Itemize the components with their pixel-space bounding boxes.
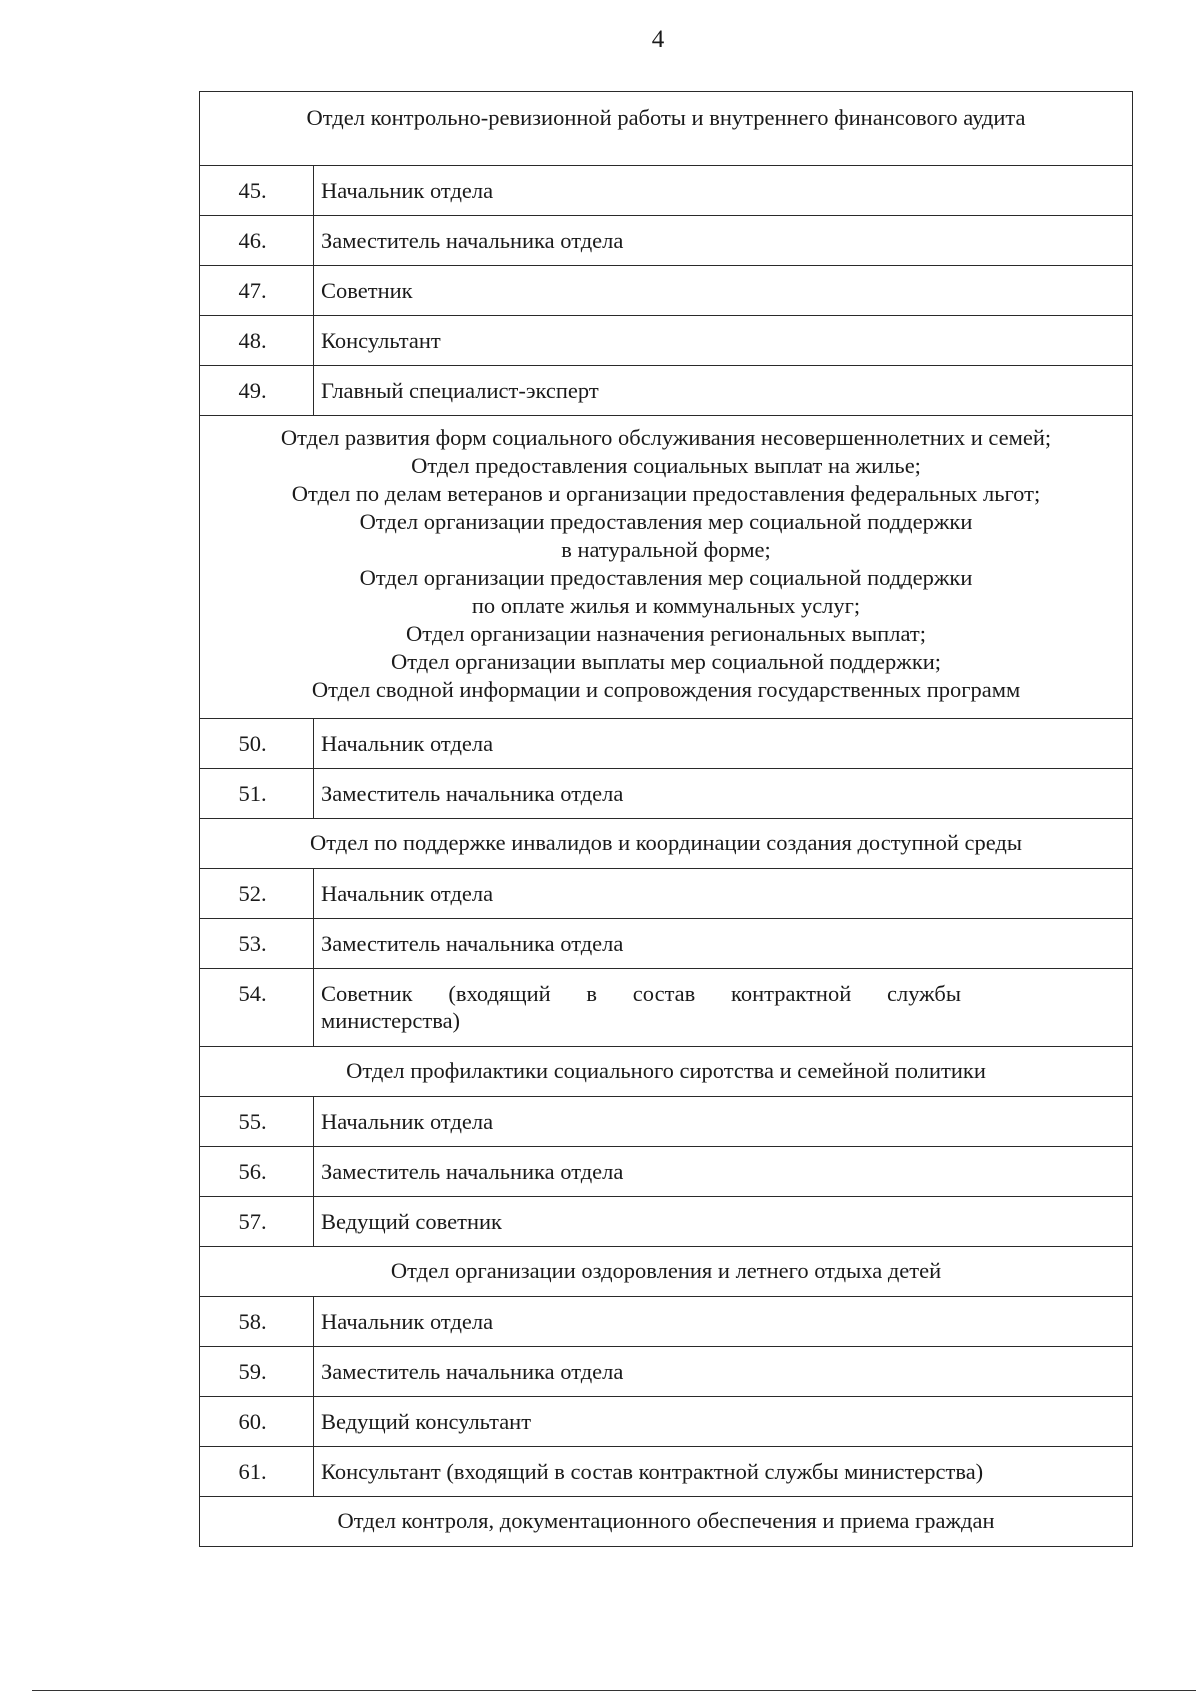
table-row xyxy=(200,1347,1133,1397)
position-title: Консультант (входящий в состав контрактной службы министерства) xyxy=(314,1447,1133,1497)
section-line: Отдел сводной информации и сопровождения государственных программ xyxy=(311,677,1021,702)
position-number: 61. xyxy=(200,1447,314,1497)
position-title: Начальник отдела xyxy=(314,1097,1133,1147)
position-number: 49. xyxy=(200,366,314,416)
section-line: Отдел организации предоставления мер социальной поддержки xyxy=(359,565,973,590)
section-line: Отдел организации оздоровления и летнего отдыха детей xyxy=(390,1258,942,1283)
section-row xyxy=(200,1247,1133,1297)
position-number: 50. xyxy=(200,719,314,769)
position-title: Заместитель начальника отдела xyxy=(314,1147,1133,1197)
position-title: Заместитель начальника отдела xyxy=(314,769,1133,819)
section-line: Отдел развития форм социального обслуживания несовершеннолетних и семей; xyxy=(280,425,1052,450)
position-title: Заместитель начальника отдела xyxy=(314,919,1133,969)
position-number: 51. xyxy=(200,769,314,819)
table-row xyxy=(200,366,1133,416)
position-title: Начальник отдела xyxy=(314,869,1133,919)
section-row xyxy=(200,1497,1133,1547)
section-line: в натуральной форме; xyxy=(561,537,771,562)
position-number: 60. xyxy=(200,1397,314,1447)
position-number: 57. xyxy=(200,1197,314,1247)
position-number: 59. xyxy=(200,1347,314,1397)
table-row xyxy=(200,266,1133,316)
position-title: Ведущий консультант xyxy=(314,1397,1133,1447)
position-number: 52. xyxy=(200,869,314,919)
section-title xyxy=(200,92,1133,166)
table-row xyxy=(200,1147,1133,1197)
positions-table xyxy=(199,91,1133,1547)
position-title xyxy=(314,969,1133,1047)
table-row xyxy=(200,919,1133,969)
table-row xyxy=(200,1297,1133,1347)
section-line: Отдел контроля, документационного обеспечения и приема граждан xyxy=(337,1508,995,1533)
section-line: Отдел организации назначения региональных выплат; xyxy=(406,621,926,646)
position-title: Главный специалист-эксперт xyxy=(314,366,1133,416)
section-title xyxy=(200,1247,1133,1297)
position-number: 46. xyxy=(200,216,314,266)
position-title: Консультант xyxy=(314,316,1133,366)
position-number: 55. xyxy=(200,1097,314,1147)
position-title: Заместитель начальника отдела xyxy=(314,1347,1133,1397)
section-title xyxy=(200,1497,1133,1547)
section-line: Отдел организации предоставления мер социальной поддержки xyxy=(359,509,973,534)
section-line: Отдел предоставления социальных выплат на жилье; xyxy=(411,453,921,478)
position-number: 45. xyxy=(200,166,314,216)
position-title: Начальник отдела xyxy=(314,719,1133,769)
section-title xyxy=(200,819,1133,869)
table-row xyxy=(200,969,1133,1047)
position-number: 56. xyxy=(200,1147,314,1197)
table-row xyxy=(200,166,1133,216)
section-row xyxy=(200,416,1133,719)
section-title xyxy=(200,416,1133,719)
table-row xyxy=(200,1197,1133,1247)
position-number: 54. xyxy=(200,969,314,1047)
footer-divider xyxy=(32,1690,1196,1691)
section-line: Отдел профилактики социального сиротства и семейной политики xyxy=(346,1058,986,1083)
position-title: Советник xyxy=(314,266,1133,316)
position-number: 58. xyxy=(200,1297,314,1347)
position-number: 47. xyxy=(200,266,314,316)
table-row xyxy=(200,1097,1133,1147)
position-number: 53. xyxy=(200,919,314,969)
position-title: Заместитель начальника отдела xyxy=(314,216,1133,266)
section-title xyxy=(200,1047,1133,1097)
table-row xyxy=(200,1447,1133,1497)
section-line: Отдел по поддержке инвалидов и координации создания доступной среды xyxy=(310,830,1023,855)
position-title: Начальник отдела xyxy=(314,166,1133,216)
position-title-line: министерства) xyxy=(321,1008,461,1033)
section-line: по оплате жилья и коммунальных услуг; xyxy=(471,593,861,618)
table-row xyxy=(200,769,1133,819)
position-number: 48. xyxy=(200,316,314,366)
table-row xyxy=(200,869,1133,919)
section-line: Отдел по делам ветеранов и организации предоставления федеральных льгот; xyxy=(291,481,1041,506)
page-number: 4 xyxy=(651,26,665,53)
section-row xyxy=(200,1047,1133,1097)
section-row xyxy=(200,92,1133,166)
table-row xyxy=(200,316,1133,366)
table-row xyxy=(200,719,1133,769)
position-title: Начальник отдела xyxy=(314,1297,1133,1347)
position-title-line: Советник (входящий в состав контрактной службы xyxy=(321,981,961,1006)
section-line: Отдел организации выплаты мер социальной поддержки; xyxy=(390,649,942,674)
section-row xyxy=(200,819,1133,869)
table-row xyxy=(200,216,1133,266)
section-line: Отдел контрольно-ревизионной работы и внутреннего финансового аудита xyxy=(306,105,1026,130)
table-row xyxy=(200,1397,1133,1447)
position-title: Ведущий советник xyxy=(314,1197,1133,1247)
